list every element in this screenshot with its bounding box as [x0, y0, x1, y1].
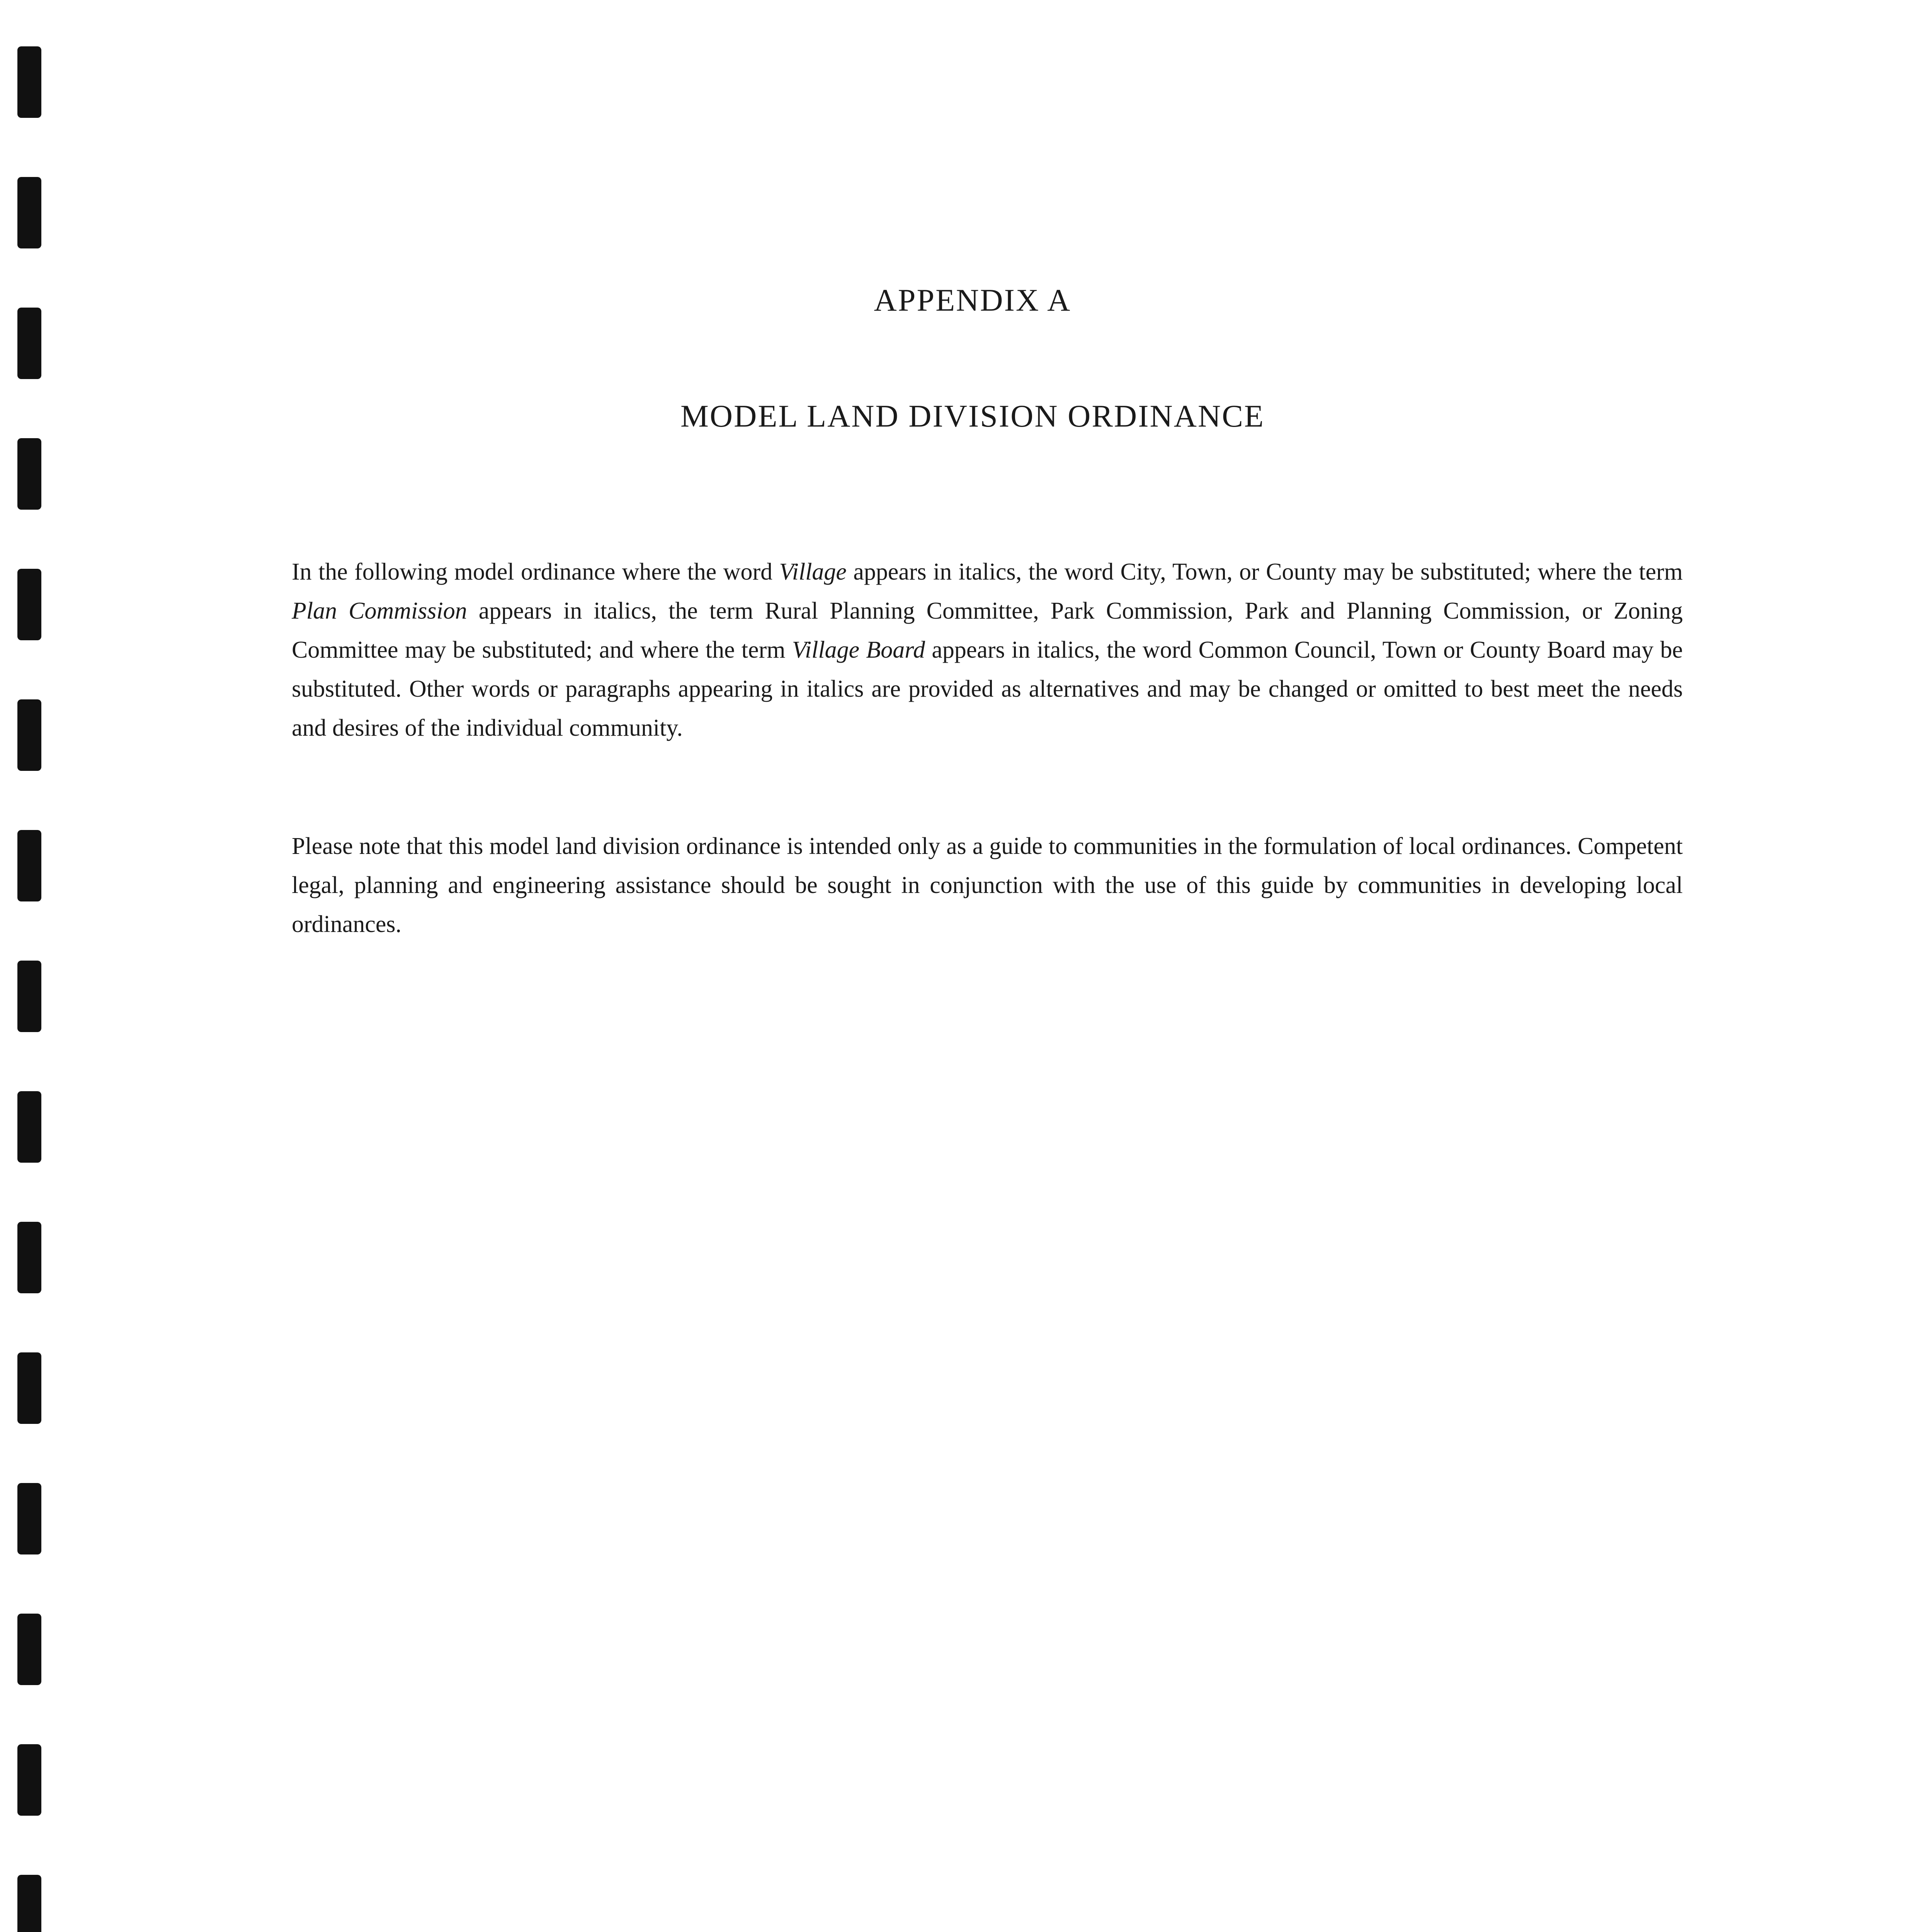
- italic-term-village: Village: [779, 559, 847, 585]
- intro-text-4: appears in italics, the word Common Council, Town or County Board may be substituted. Other words or paragraphs appearing in italics are provided as alternatives and may be changed or omitted to best meet the needs and desires of the individual community.: [292, 637, 1683, 741]
- intro-text-2: appears in italics, the word City, Town, or County may be substituted; where the term: [846, 559, 1683, 585]
- binding-hole: [17, 46, 41, 118]
- binding-hole: [17, 1222, 41, 1293]
- document-title: MODEL LAND DIVISION ORDINANCE: [680, 398, 1265, 434]
- binding-holes: [17, 46, 48, 1932]
- binding-hole: [17, 1875, 41, 1932]
- note-paragraph: Please note that this model land division ordinance is intended only as a guide to communities in the formulation of local ordinances. Competent legal, planning and engineering assistance should be sought in conjunction with the use of this guide by communities in developing local ordinances.: [292, 833, 1683, 937]
- italic-term-plan-commission: Plan Commission: [292, 598, 467, 624]
- intro-text-1: In the following model ordinance where the word: [292, 559, 779, 585]
- binding-hole: [17, 438, 41, 510]
- intro-paragraph: [292, 553, 1683, 748]
- binding-hole: [17, 1352, 41, 1424]
- binding-hole: [17, 1744, 41, 1816]
- appendix-label: APPENDIX A: [874, 282, 1071, 318]
- binding-hole: [17, 1614, 41, 1685]
- intro-text-3: appears in italics, the term Rural Planning Committee, Park Commission, Park and Planning Commission, or Zoning Committee may be substituted; and where the term: [292, 598, 1683, 663]
- binding-hole: [17, 961, 41, 1032]
- binding-hole: [17, 177, 41, 248]
- binding-hole: [17, 699, 41, 771]
- binding-hole: [17, 569, 41, 640]
- binding-hole: [17, 1091, 41, 1163]
- binding-hole: [17, 830, 41, 901]
- italic-term-village-board: Village Board: [792, 637, 925, 663]
- binding-hole: [17, 1483, 41, 1554]
